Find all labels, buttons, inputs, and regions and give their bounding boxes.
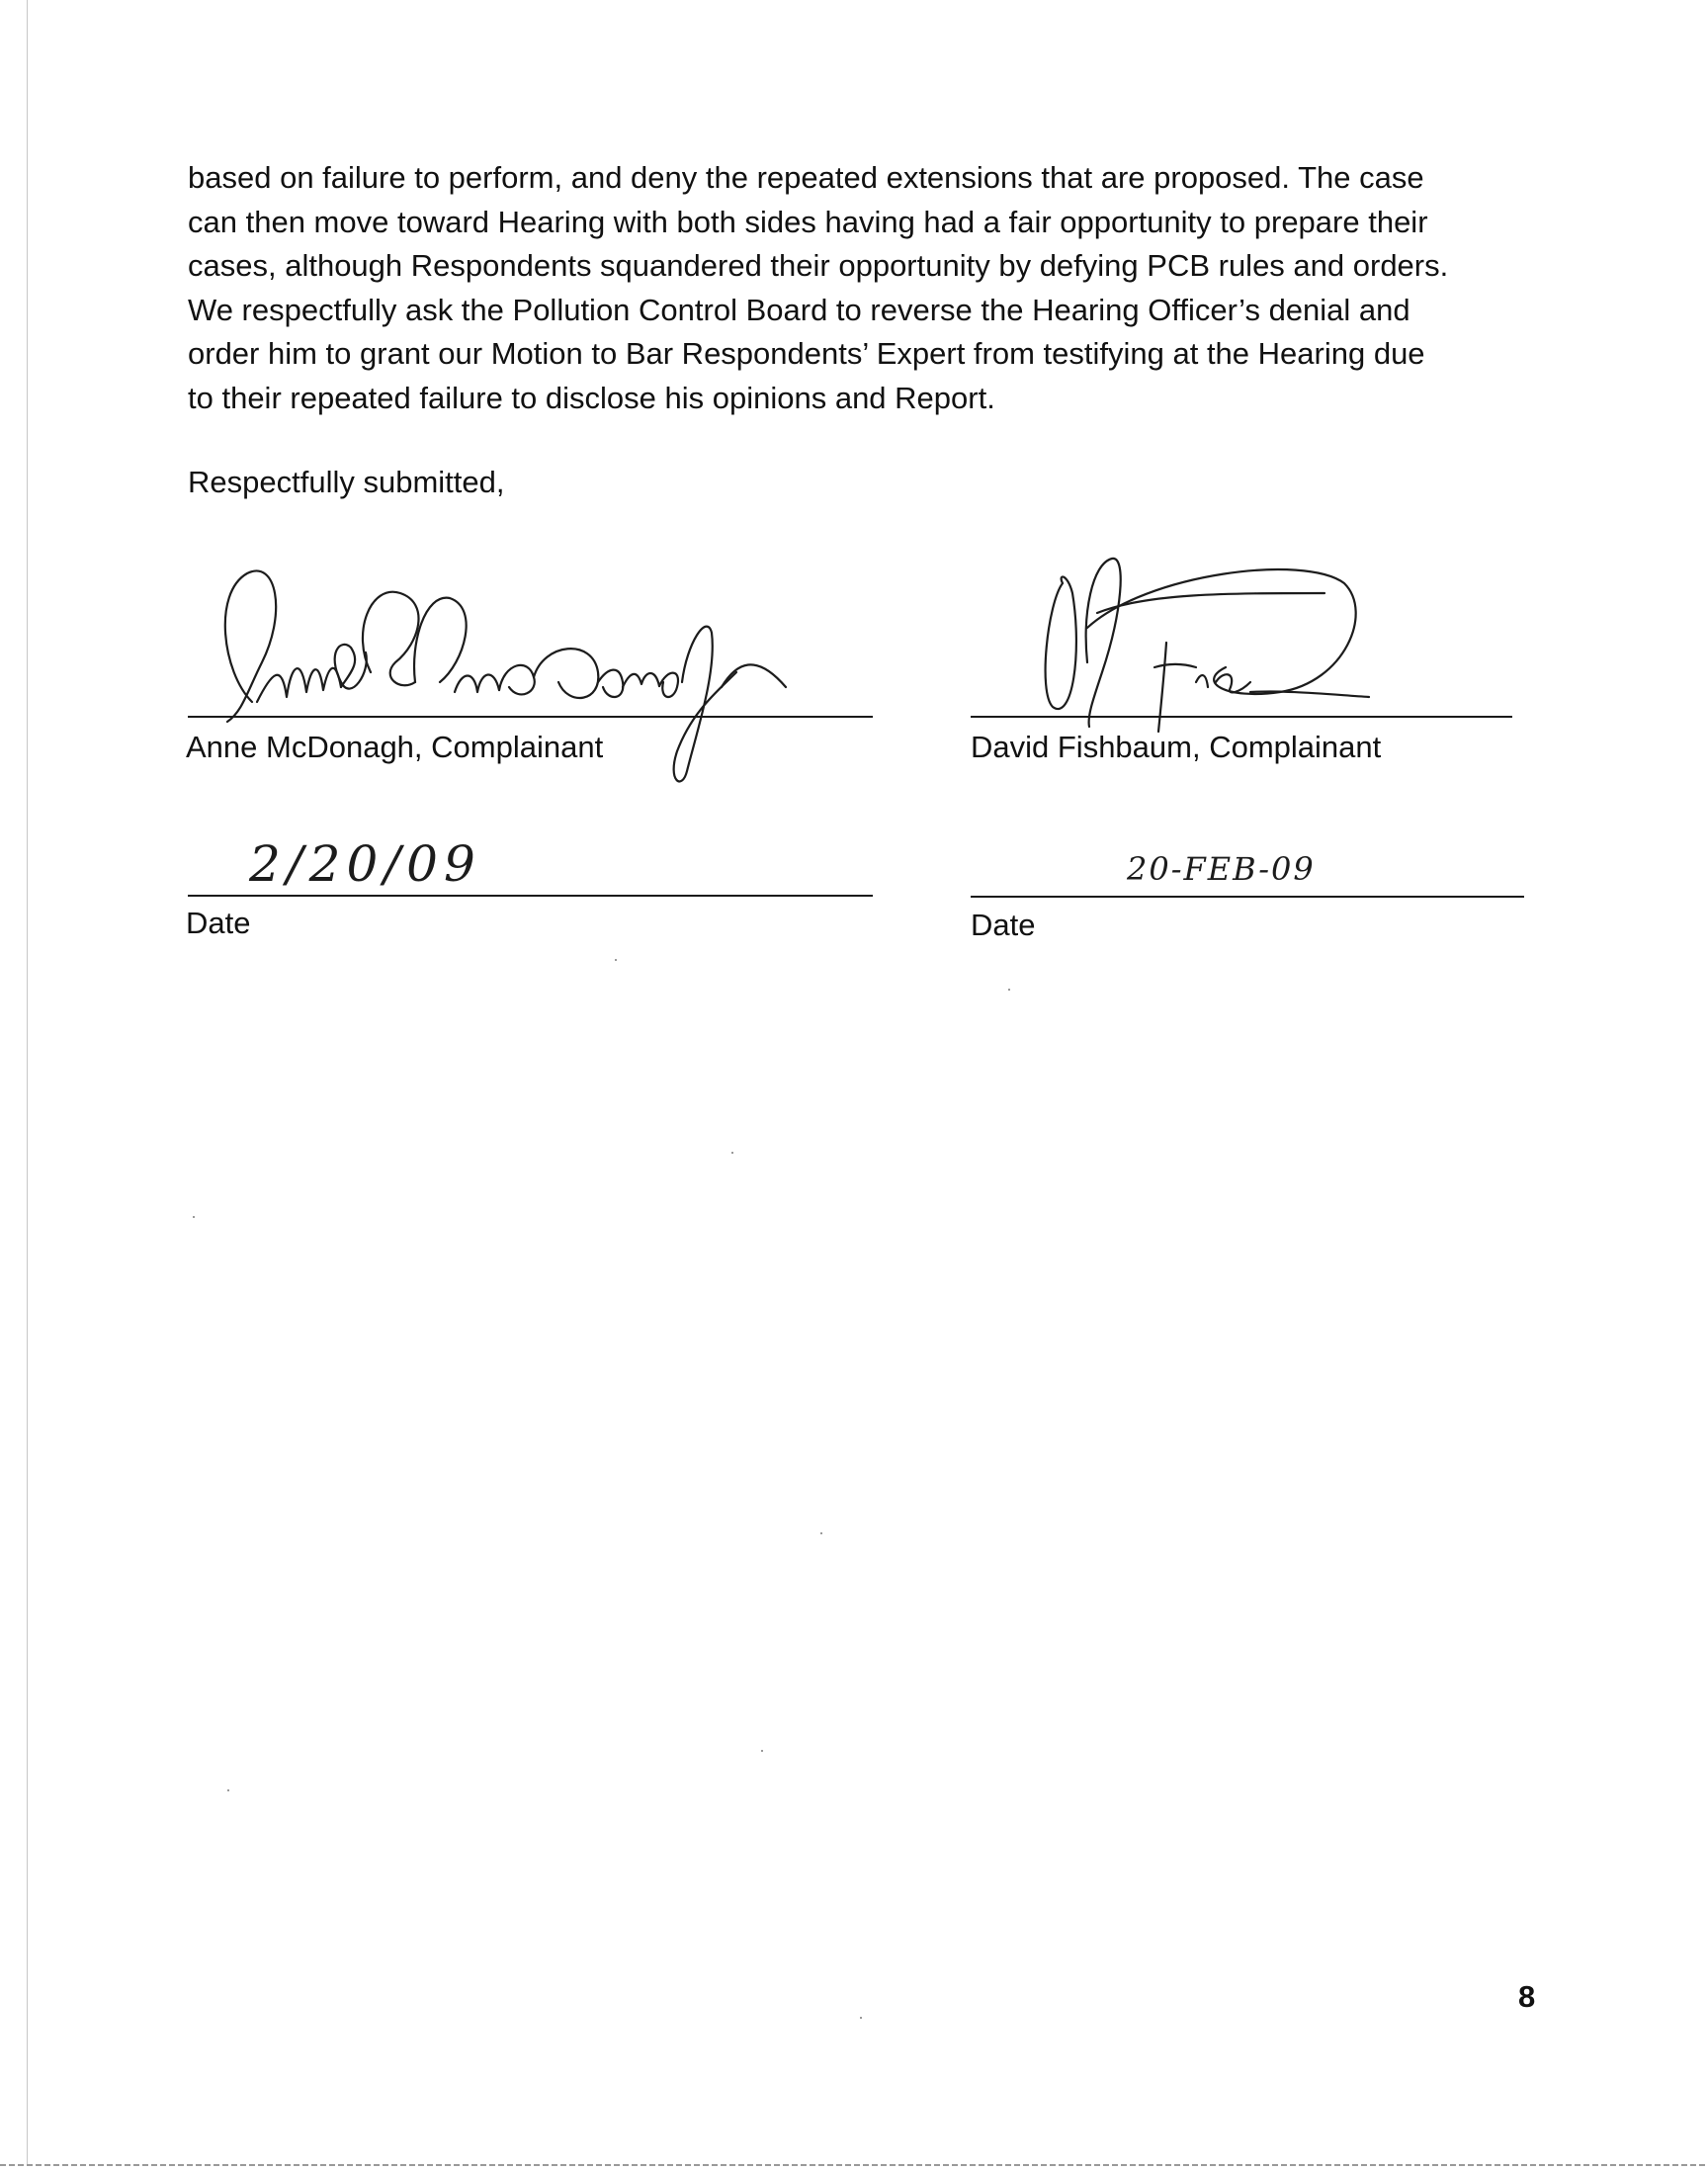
closing-text: Respectfully submitted,: [188, 465, 505, 499]
page-number: 8: [1518, 1979, 1536, 2014]
date-label-anne: Date: [186, 906, 251, 940]
scan-speck: [731, 1152, 733, 1154]
scan-speck: [193, 1216, 195, 1218]
body-line: based on failure to perform, and deny the repeated extensions that are proposed. The case: [188, 160, 1424, 195]
page-scan-left-edge: [27, 0, 28, 2165]
date-label-david: Date: [971, 908, 1036, 942]
scan-speck: [227, 1789, 229, 1791]
date-line-anne: [188, 895, 873, 897]
body-line: cases, although Respondents squandered their opportunity by defying PCB rules and orders.: [188, 248, 1449, 283]
page-scan-bottom-edge: [0, 2164, 1708, 2166]
scan-speck: [820, 1532, 822, 1534]
signature-david-fishbaum: [1028, 534, 1384, 751]
body-line: We respectfully ask the Pollution Control Board to reverse the Hearing Officer’s denial and: [188, 292, 1410, 327]
scan-speck: [615, 959, 617, 961]
body-line: to their repeated failure to disclose his opinions and Report.: [188, 380, 995, 415]
signature-line-anne: [188, 716, 873, 718]
date-line-david: [971, 896, 1524, 898]
body-line: can then move toward Hearing with both sides having had a fair opportunity to prepare their: [188, 204, 1428, 239]
date-value-anne: 2/20/09: [249, 835, 481, 893]
body-line: order him to grant our Motion to Bar Respondents’ Expert from testifying at the Hearing due: [188, 336, 1425, 371]
signatory-caption-david: David Fishbaum, Complainant: [971, 730, 1382, 764]
date-value-david: 20-FEB-09: [1127, 850, 1316, 888]
scan-speck: [860, 2017, 862, 2019]
signatory-caption-anne: Anne McDonagh, Complainant: [186, 730, 604, 764]
body-paragraph: [188, 156, 1552, 420]
scan-speck: [1008, 989, 1010, 991]
scan-speck: [761, 1750, 763, 1752]
signature-line-david: [971, 716, 1512, 718]
